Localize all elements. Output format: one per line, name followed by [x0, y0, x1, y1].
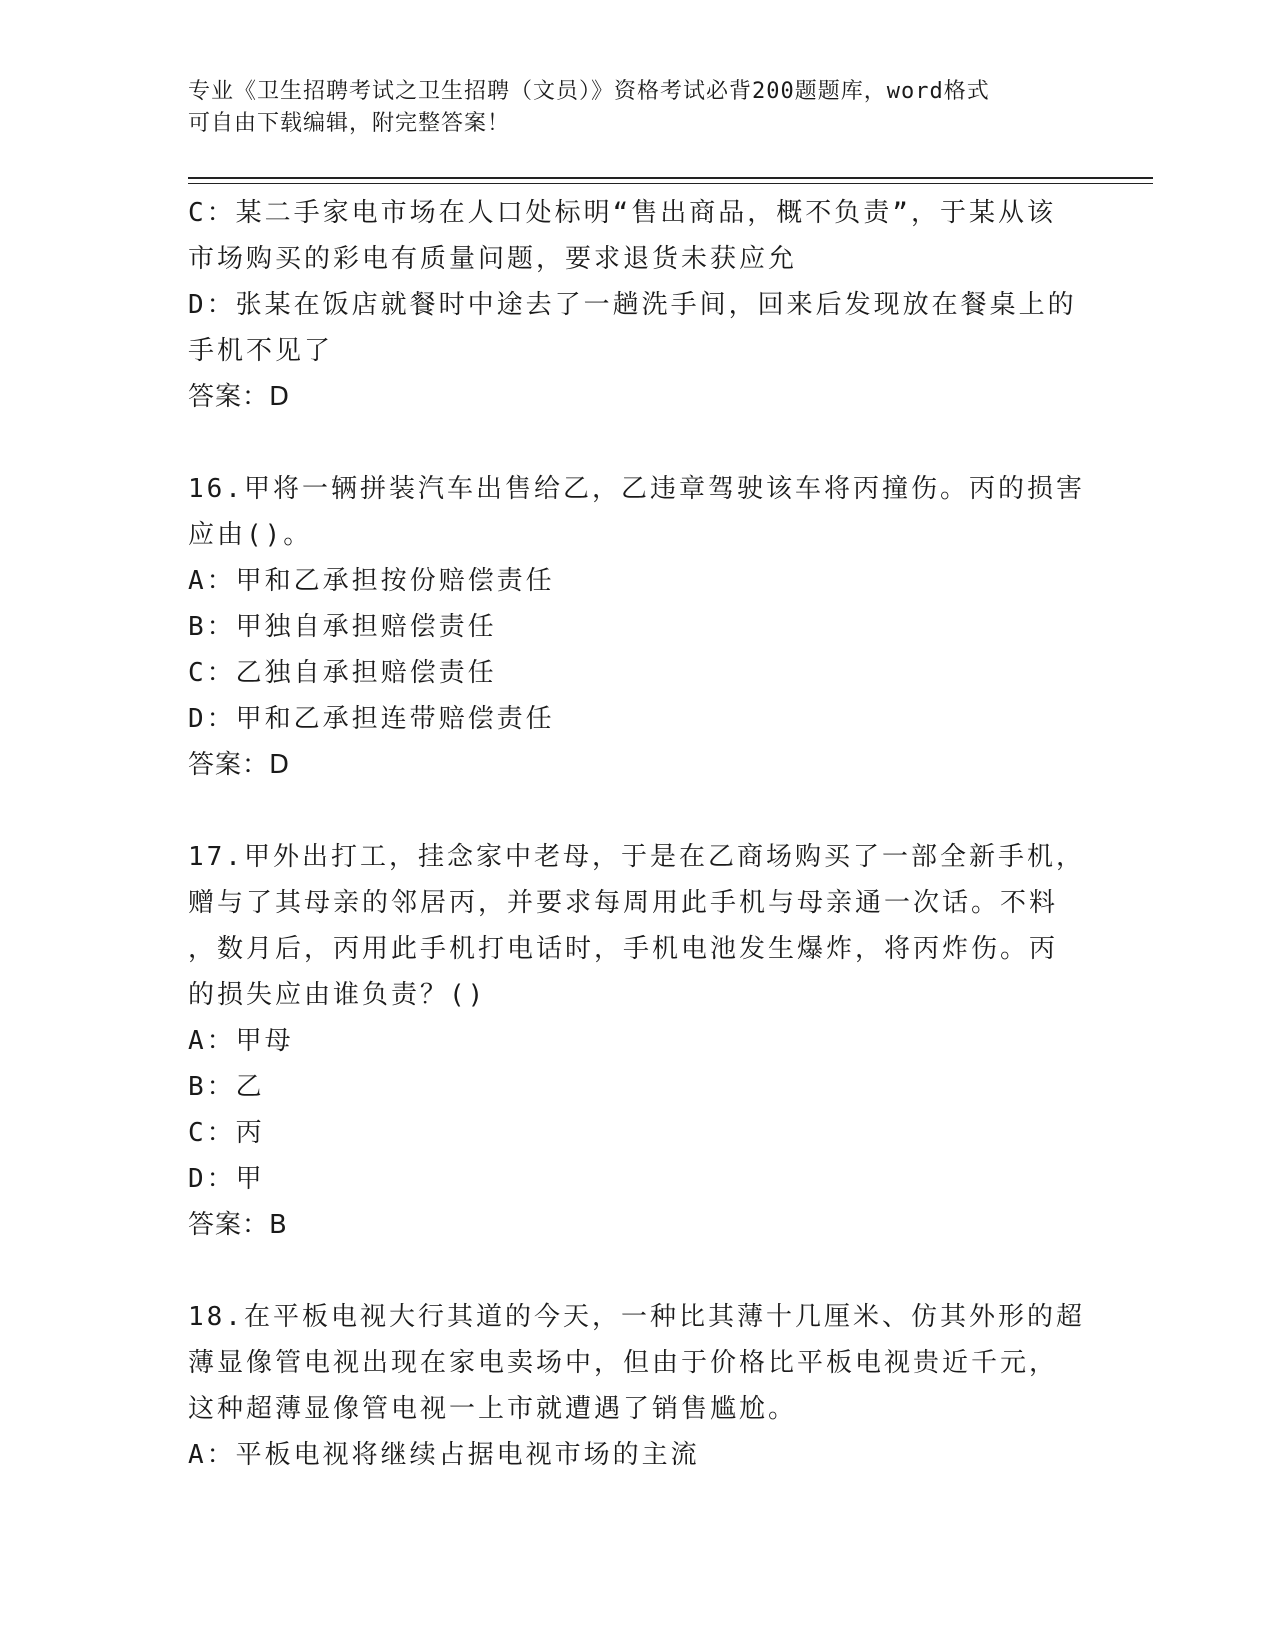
option-c: C：乙独自承担赔偿责任	[188, 658, 497, 688]
question-stem-line-2: 薄显像管电视出现在家电卖场中，但由于价格比平板电视贵近千元，	[188, 1348, 1059, 1378]
option-a: A：甲和乙承担按份赔偿责任	[188, 566, 555, 596]
option-b: B：乙	[188, 1072, 265, 1102]
option-c: C：丙	[188, 1118, 265, 1148]
answer: 答案：D	[188, 382, 291, 412]
option-c-line-1: C：某二手家电市场在人口处标明“售出商品，概不负责”，于某从该	[188, 198, 1056, 228]
question-stem-line-2: 应由()。	[188, 520, 313, 550]
question-15	[188, 190, 1088, 420]
header-divider-thin	[188, 183, 1153, 184]
option-d: D：甲和乙承担连带赔偿责任	[188, 704, 555, 734]
question-stem-line-3: ，数月后，丙用此手机打电话时，手机电池发生爆炸，将丙炸伤。丙	[188, 934, 1059, 964]
header-line-1: 专业《卫生招聘考试之卫生招聘（文员）》资格考试必背200题题库，word格式	[188, 79, 990, 104]
question-stem-line-1: 18.在平板电视大行其道的今天，一种比其薄十几厘米、仿其外形的超	[188, 1302, 1085, 1332]
header-divider-thick	[188, 177, 1153, 179]
option-c-line-2: 市场购买的彩电有质量问题，要求退货未获应允	[188, 244, 798, 274]
question-18	[188, 1294, 1088, 1478]
question-16	[188, 466, 1088, 788]
answer: 答案：D	[188, 750, 291, 780]
option-a: A：甲母	[188, 1026, 294, 1056]
question-stem-line-4: 的损失应由谁负责？()	[188, 980, 487, 1010]
option-d-line-2: 手机不见了	[188, 336, 334, 366]
option-d-line-1: D：张某在饭店就餐时中途去了一趟洗手间，回来后发现放在餐桌上的	[188, 290, 1077, 320]
header-line-2: 可自由下载编辑，附完整答案！	[188, 111, 511, 136]
option-b: B：甲独自承担赔偿责任	[188, 612, 497, 642]
document-header	[188, 76, 1068, 140]
question-stem-line-1: 17.甲外出打工，挂念家中老母，于是在乙商场购买了一部全新手机，	[188, 842, 1085, 872]
spacer	[188, 1248, 1088, 1294]
spacer	[188, 420, 1088, 466]
question-stem-line-2: 赠与了其母亲的邻居丙，并要求每周用此手机与母亲通一次话。不料	[188, 888, 1059, 918]
spacer	[188, 788, 1088, 834]
question-list	[188, 190, 1088, 1478]
answer: 答案：B	[188, 1210, 288, 1240]
question-stem-line-1: 16.甲将一辆拼装汽车出售给乙，乙违章驾驶该车将丙撞伤。丙的损害	[188, 474, 1085, 504]
question-stem-line-3: 这种超薄显像管电视一上市就遭遇了销售尴尬。	[188, 1394, 798, 1424]
option-a: A：平板电视将继续占据电视市场的主流	[188, 1440, 700, 1470]
question-17	[188, 834, 1088, 1248]
option-d: D：甲	[188, 1164, 265, 1194]
